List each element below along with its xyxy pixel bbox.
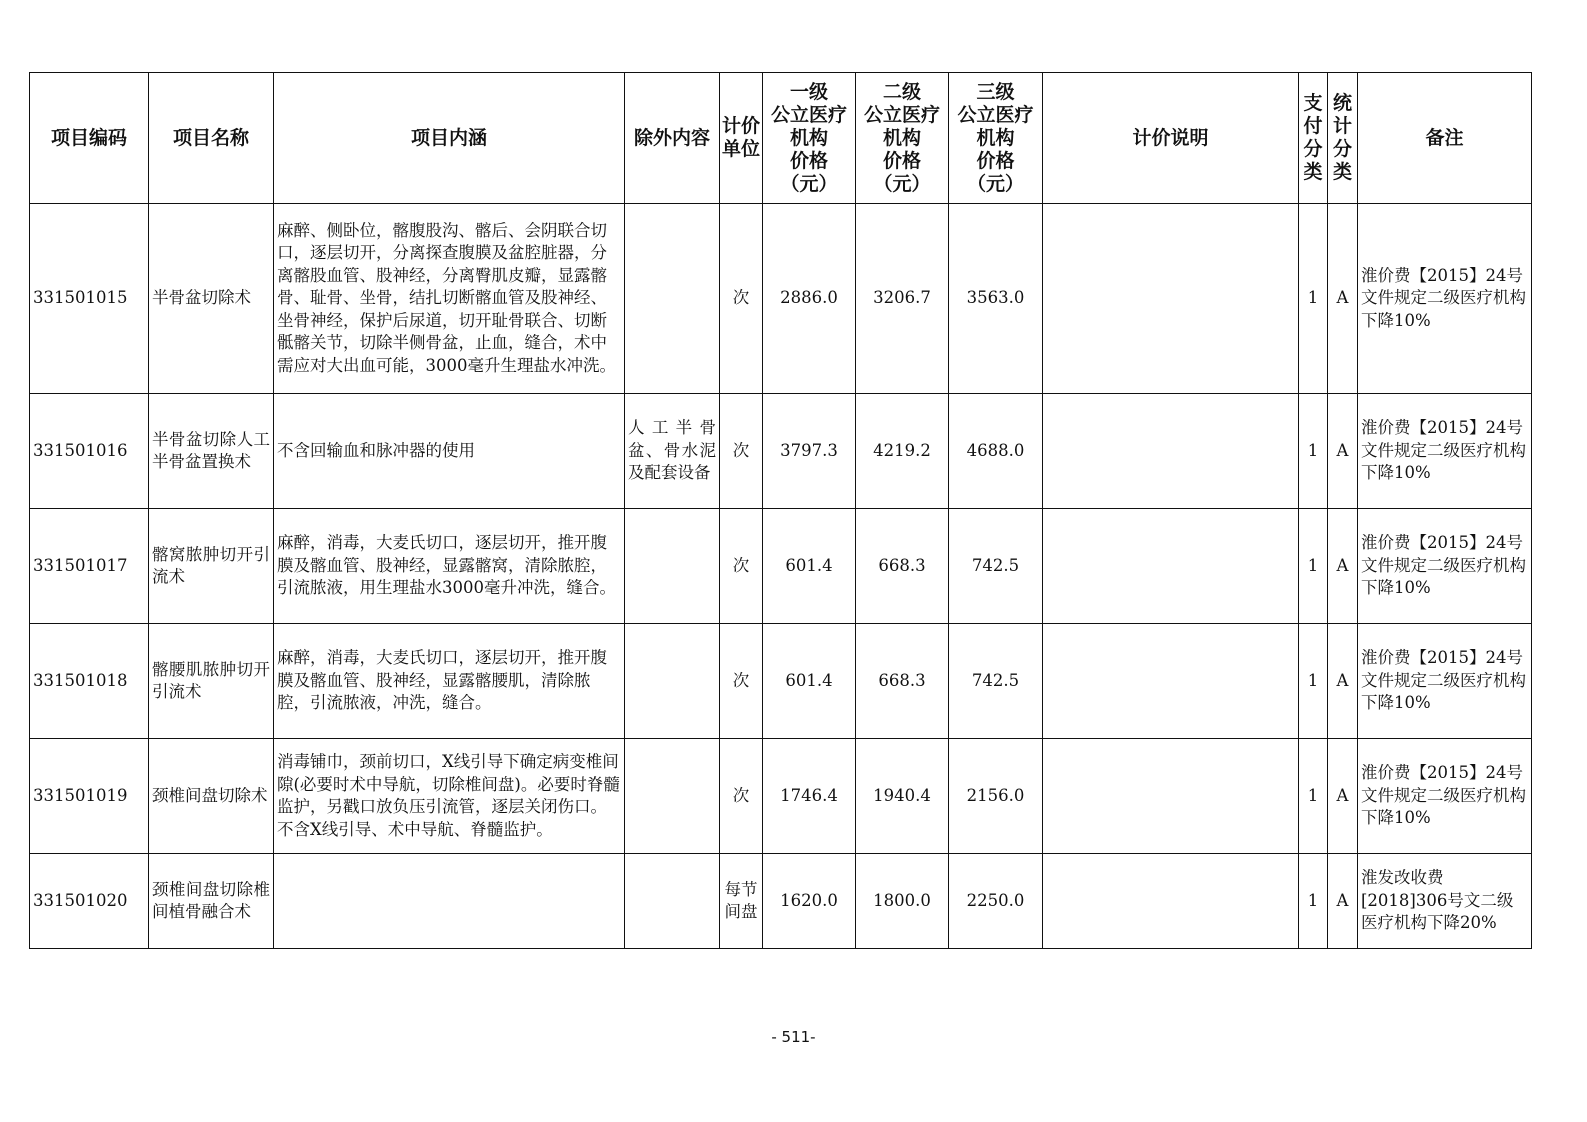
price-table [29, 72, 1532, 949]
header-price-level3-line: 公立医疗 [957, 103, 1034, 126]
page-number: - 511- [771, 1028, 816, 1046]
header-price-level1-line: 公立医疗 [770, 103, 847, 126]
cell-price-level1: 3797.3 [763, 394, 856, 509]
cell-name: 颈椎间盘切除术 [149, 739, 274, 854]
cell-payment-class: 1 [1299, 739, 1328, 854]
header-price-level1 [763, 73, 856, 204]
header-price-level2-line: 价格 [882, 149, 921, 172]
cell-excluded [625, 739, 720, 854]
cell-price-level2: 4219.2 [856, 394, 949, 509]
cell-name: 半骨盆切除术 [149, 204, 274, 394]
cell-excluded [625, 509, 720, 624]
cell-payment-class: 1 [1299, 394, 1328, 509]
header-pricing-note: 计价说明 [1043, 73, 1299, 204]
cell-stat-class: A [1328, 204, 1358, 394]
cell-price-level3: 742.5 [949, 624, 1043, 739]
header-price-level1-line: 价格 [789, 149, 828, 172]
cell-price-level2: 668.3 [856, 624, 949, 739]
cell-content: 消毒铺巾，颈前切口，X线引导下确定病变椎间隙(必要时术中导航，切除椎间盘)。必要时脊髓监护，另戳口放负压引流管，逐层关闭伤口。不含X线引导、术中导航、脊髓监护。 [274, 739, 625, 854]
cell-excluded: 人工半骨盆、骨水泥及配套设备 [625, 394, 720, 509]
header-excluded: 除外内容 [625, 73, 720, 204]
header-payment-class: 支付分类 [1299, 73, 1328, 204]
cell-unit: 次 [720, 204, 763, 394]
cell-payment-class: 1 [1299, 509, 1328, 624]
cell-remarks: 淮价费【2015】24号文件规定二级医疗机构下降10% [1358, 509, 1532, 624]
header-remarks: 备注 [1358, 73, 1532, 204]
cell-remarks: 淮价费【2015】24号文件规定二级医疗机构下降10% [1358, 624, 1532, 739]
cell-price-level1: 1620.0 [763, 854, 856, 949]
cell-price-level3: 4688.0 [949, 394, 1043, 509]
cell-price-level1: 601.4 [763, 624, 856, 739]
cell-payment-class: 1 [1299, 624, 1328, 739]
header-row [30, 73, 1532, 204]
header-price-level3-line: （元） [966, 172, 1024, 195]
cell-unit: 次 [720, 624, 763, 739]
cell-price-level3: 2250.0 [949, 854, 1043, 949]
cell-price-level3: 3563.0 [949, 204, 1043, 394]
cell-price-level2: 668.3 [856, 509, 949, 624]
cell-stat-class: A [1328, 854, 1358, 949]
cell-stat-class: A [1328, 739, 1358, 854]
cell-name: 髂窝脓肿切开引流术 [149, 509, 274, 624]
header-price-level2-line: 二级 [882, 80, 921, 103]
cell-price-level3: 742.5 [949, 509, 1043, 624]
header-price-level2-line: （元） [873, 172, 931, 195]
header-price-level2-line: 公立医疗 [863, 103, 940, 126]
cell-code: 331501019 [30, 739, 149, 854]
cell-content: 不含回输血和脉冲器的使用 [274, 394, 625, 509]
cell-pricing-note [1043, 394, 1299, 509]
cell-remarks: 淮价费【2015】24号文件规定二级医疗机构下降10% [1358, 739, 1532, 854]
header-code: 项目编码 [30, 73, 149, 204]
header-unit: 计价单位 [720, 73, 763, 204]
cell-code: 331501015 [30, 204, 149, 394]
cell-remarks: 淮发改收费[2018]306号文二级医疗机构下降20% [1358, 854, 1532, 949]
header-price-level2 [856, 73, 949, 204]
cell-pricing-note [1043, 854, 1299, 949]
cell-stat-class: A [1328, 394, 1358, 509]
cell-remarks: 淮价费【2015】24号文件规定二级医疗机构下降10% [1358, 394, 1532, 509]
header-price-level3 [949, 73, 1043, 204]
table-row [30, 739, 1532, 854]
header-price-level3-line: 三级 [976, 80, 1015, 103]
cell-pricing-note [1043, 509, 1299, 624]
cell-content: 麻醉，消毒，大麦氏切口，逐层切开，推开腹膜及髂血管、股神经，显露髂窝，清除脓腔，引流脓液，用生理盐水3000毫升冲洗，缝合。 [274, 509, 625, 624]
cell-payment-class: 1 [1299, 204, 1328, 394]
cell-unit: 次 [720, 509, 763, 624]
cell-price-level2: 1940.4 [856, 739, 949, 854]
header-content: 项目内涵 [274, 73, 625, 204]
cell-price-level2: 3206.7 [856, 204, 949, 394]
table-row [30, 624, 1532, 739]
cell-pricing-note [1043, 739, 1299, 854]
header-stat-class: 统计分类 [1328, 73, 1358, 204]
header-price-level1-line: （元） [780, 172, 838, 195]
header-name: 项目名称 [149, 73, 274, 204]
cell-name: 半骨盆切除人工半骨盆置换术 [149, 394, 274, 509]
cell-payment-class: 1 [1299, 854, 1328, 949]
cell-price-level3: 2156.0 [949, 739, 1043, 854]
cell-unit: 次 [720, 739, 763, 854]
cell-name: 颈椎间盘切除椎间植骨融合术 [149, 854, 274, 949]
table-row [30, 394, 1532, 509]
cell-code: 331501018 [30, 624, 149, 739]
cell-excluded [625, 624, 720, 739]
cell-pricing-note [1043, 204, 1299, 394]
cell-unit: 每节间盘 [720, 854, 763, 949]
header-price-level3-line: 价格 [976, 149, 1015, 172]
cell-remarks: 淮价费【2015】24号文件规定二级医疗机构下降10% [1358, 204, 1532, 394]
cell-pricing-note [1043, 624, 1299, 739]
cell-stat-class: A [1328, 509, 1358, 624]
header-price-level2-line: 机构 [882, 126, 921, 149]
cell-excluded [625, 204, 720, 394]
table-row [30, 854, 1532, 949]
header-price-level1-line: 一级 [789, 80, 828, 103]
cell-price-level2: 1800.0 [856, 854, 949, 949]
cell-content: 麻醉，消毒，大麦氏切口，逐层切开，推开腹膜及髂血管、股神经，显露髂腰肌，清除脓腔，引流脓液，冲洗，缝合。 [274, 624, 625, 739]
header-price-level3-line: 机构 [976, 126, 1015, 149]
cell-price-level1: 1746.4 [763, 739, 856, 854]
cell-unit: 次 [720, 394, 763, 509]
cell-code: 331501017 [30, 509, 149, 624]
cell-content [274, 854, 625, 949]
table-row [30, 204, 1532, 394]
table-row [30, 509, 1532, 624]
cell-price-level1: 2886.0 [763, 204, 856, 394]
cell-price-level1: 601.4 [763, 509, 856, 624]
cell-name: 髂腰肌脓肿切开引流术 [149, 624, 274, 739]
cell-code: 331501016 [30, 394, 149, 509]
cell-stat-class: A [1328, 624, 1358, 739]
cell-excluded [625, 854, 720, 949]
cell-content: 麻醉、侧卧位，髂腹股沟、髂后、会阴联合切口，逐层切开，分离探查腹膜及盆腔脏器，分离髂股血管、股神经，分离臀肌皮瓣，显露髂骨、耻骨、坐骨，结扎切断髂血管及股神经、坐骨神经，保护后尿道，切开耻骨联合、切断骶髂关节，切除半侧骨盆，止血，缝合，术中需应对大出血可能，3000毫升生理盐水冲洗。 [274, 204, 625, 394]
cell-code: 331501020 [30, 854, 149, 949]
header-price-level1-line: 机构 [789, 126, 828, 149]
